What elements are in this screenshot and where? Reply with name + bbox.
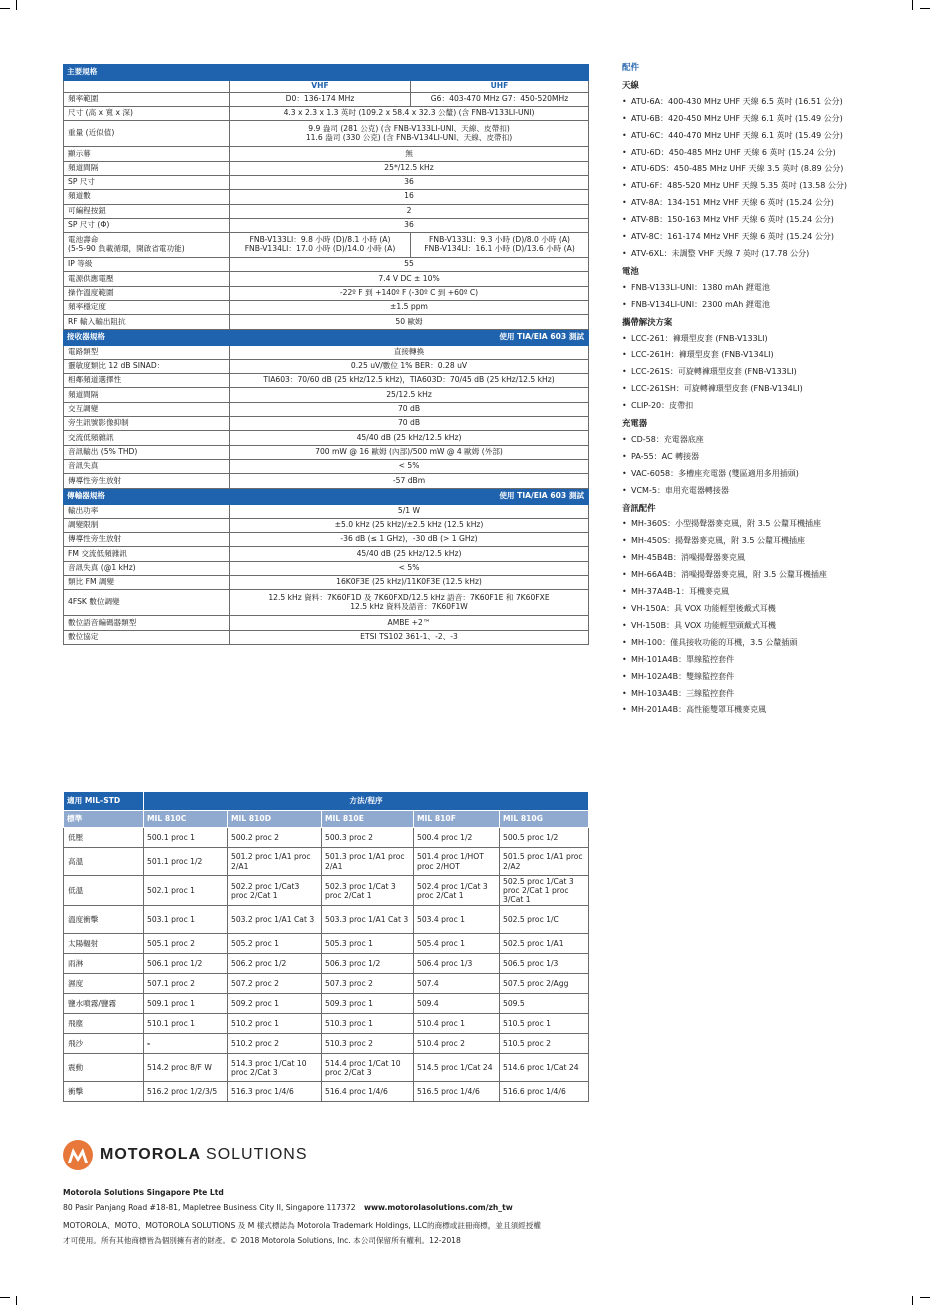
accessory-groups: [622, 77, 922, 719]
mil-cell: 506.4 proc 1/3: [414, 954, 500, 974]
row-label: 頻道間隔: [64, 161, 230, 175]
table-row: [64, 315, 589, 329]
mil-column-header: MIL 810F: [414, 811, 500, 828]
accessory-item: • LCC-261SH：可旋轉褲環型皮套 (FNB-V134LI): [622, 381, 922, 398]
table-row: [64, 431, 589, 445]
table-row: [64, 533, 589, 547]
mil-cell: 500.1 proc 1: [144, 828, 228, 848]
accessory-item: • MH-103A4B：三線監控套件: [622, 686, 922, 703]
table-row: [64, 630, 589, 644]
row-label: 音訊輸出 (5% THD): [64, 445, 230, 459]
row-value: TIA603：70/60 dB (25 kHz/12.5 kHz)，TIA603D：70/45 dB (25 kHz/12.5 kHz): [230, 374, 589, 388]
row-label: SP 尺寸: [64, 175, 230, 189]
row-label: 重量 (近似值): [64, 121, 230, 147]
mil-cell: 503.1 proc 1: [144, 906, 228, 934]
mil-row-label: 太陽輻射: [64, 934, 144, 954]
table-row: [64, 876, 589, 906]
row-label: 音訊失真 (@1 kHz): [64, 561, 230, 575]
mil-cell: 501.2 proc 1/A1 proc 2/A1: [228, 848, 322, 876]
batwing-icon: [67, 1146, 89, 1164]
mil-std-rows: [64, 828, 589, 1102]
mil-column-header: MIL 810G: [500, 811, 589, 828]
table-row: [64, 374, 589, 388]
mil-cell: 502.4 proc 1/Cat 3 proc 2/Cat 1: [414, 876, 500, 906]
accessory-item: • MH-450S：揚聲器麥克風，附 3.5 公釐耳機插座: [622, 533, 922, 550]
row-value: 16: [230, 190, 589, 204]
mil-cell: 507.4: [414, 974, 500, 994]
row-label: 靈敏度類比 12 dB SINAD：: [64, 359, 230, 373]
row-value-line: 12.5 kHz 資料：7K60F1D 及 7K60FXD/12.5 kHz 語音：7K60F1E 和 7K60FXE: [268, 593, 550, 603]
transmitter-test-note: 使用 TIA/EIA 603 測試: [230, 488, 589, 504]
row-value-line: FNB-V134LI：16.1 小時 (D)/13.6 小時 (A): [424, 244, 575, 254]
crop-mark: [920, 1297, 930, 1298]
row-value: ETSI TS102 361-1、-2、-3: [230, 630, 589, 644]
mil-cell: 510.3 proc 1: [322, 1014, 414, 1034]
mil-cell: 510.4 proc 1: [414, 1014, 500, 1034]
mil-cell: 509.2 proc 1: [228, 994, 322, 1014]
accessory-item: • MH-360S：小型揚聲器麥克風，附 3.5 公釐耳機插座: [622, 516, 922, 533]
mil-cell: 501.5 proc 1/A1 proc 2/A2: [500, 848, 589, 876]
mil-cell: 514.2 proc 8/F W: [144, 1054, 228, 1082]
table-row: [64, 954, 589, 974]
table-row: [64, 504, 589, 518]
mil-cell: 514.3 proc 1/Cat 10 proc 2/Cat 3: [228, 1054, 322, 1082]
accessories-section: [622, 60, 922, 719]
table-row: [64, 417, 589, 431]
mil-cell: 507.1 proc 2: [144, 974, 228, 994]
crop-mark: [912, 1296, 913, 1305]
row-value: -22º F 到 +140º F (-30º C 到 +60º C): [230, 286, 589, 300]
table-row: [64, 1014, 589, 1034]
row-label: 調變限制: [64, 518, 230, 532]
row-value: 5/1 W: [230, 504, 589, 518]
row-label: 顯示幕: [64, 147, 230, 161]
mil-row-label: 飛沙: [64, 1034, 144, 1054]
accessory-item: • VH-150B：具 VOX 功能輕型頭戴式耳機: [622, 618, 922, 635]
row-value: 45/40 dB (25 kHz/12.5 kHz): [230, 431, 589, 445]
row-value: ±1.5 ppm: [230, 300, 589, 314]
crop-mark: [0, 1297, 10, 1298]
row-value: < 5%: [230, 459, 589, 473]
mil-cell: 503.3 proc 1/A1 Cat 3: [322, 906, 414, 934]
accessory-item: • VAC-6058：多槽座充電器 (雙區適用多用插頭): [622, 466, 922, 483]
mil-row-label: 雨淋: [64, 954, 144, 974]
accessory-item: • ATV-8C：161-174 MHz VHF 天線 6 英吋 (15.24 公分): [622, 229, 922, 246]
accessory-item: • VCM-5：車用充電器轉接器: [622, 483, 922, 500]
mil-row-label: 高溫: [64, 848, 144, 876]
accessory-item: • LCC-261：褲環型皮套 (FNB-V133LI): [622, 331, 922, 348]
table-row: [64, 994, 589, 1014]
accessory-item: • ATU-6D：450-485 MHz UHF 天線 6 英吋 (15.24 公分): [622, 145, 922, 162]
mil-row-label: 低溫: [64, 876, 144, 906]
table-row: [64, 474, 589, 488]
receiver-test-note: 使用 TIA/EIA 603 測試: [230, 329, 589, 345]
table-row: [64, 1054, 589, 1082]
mil-cell: 509.3 proc 1: [322, 994, 414, 1014]
row-label: FM 交流低頻雜訊: [64, 547, 230, 561]
footer-address-line: [63, 1203, 513, 1212]
table-row: [64, 590, 589, 616]
table-row: [64, 934, 589, 954]
row-label: 類比 FM 調變: [64, 576, 230, 590]
table-row: [64, 561, 589, 575]
row-label: 頻道數: [64, 190, 230, 204]
row-label-line: 電池壽命: [68, 235, 99, 245]
mil-cell: 500.2 proc 2: [228, 828, 322, 848]
logo-suffix: SOLUTIONS: [206, 1146, 308, 1163]
receiver-specs-title: 接收器規格: [64, 329, 230, 345]
table-row: [64, 388, 589, 402]
mil-cell: 510.3 proc 2: [322, 1034, 414, 1054]
accessories-title: 配件: [622, 63, 640, 73]
row-label: IP 等級: [64, 258, 230, 272]
row-value: 45/40 dB (25 kHz/12.5 kHz): [230, 547, 589, 561]
accessory-item: • MH-100：僅具接收功能的耳機，3.5 公釐插頭: [622, 635, 922, 652]
row-value: 無: [230, 147, 589, 161]
mil-cell: 509.5: [500, 994, 589, 1014]
row-value-vhf: [230, 233, 411, 258]
table-row: [64, 518, 589, 532]
row-label: 旁生訊號影像抑制: [64, 417, 230, 431]
method-title: 方法/程序: [144, 792, 589, 811]
col-uhf: UHF: [411, 81, 589, 93]
accessory-item: • MH-66A4B：消噪揚聲器麥克風，附 3.5 公釐耳機插座: [622, 567, 922, 584]
transmitter-rows: [64, 504, 589, 644]
row-label: 尺寸 (高 x 寬 x 深): [64, 107, 230, 121]
table-row: [64, 147, 589, 161]
mil-cell: 514.6 proc 1/Cat 24: [500, 1054, 589, 1082]
mil-cell: 500.3 proc 2: [322, 828, 414, 848]
mil-cell: -: [144, 1034, 228, 1054]
crop-mark: [16, 0, 17, 10]
row-value: < 5%: [230, 561, 589, 575]
mil-cell: 506.3 proc 1/2: [322, 954, 414, 974]
mil-cell: 510.4 proc 2: [414, 1034, 500, 1054]
row-value: [230, 121, 589, 147]
row-value: -36 dB (≤ 1 GHz)，-30 dB (> 1 GHz): [230, 533, 589, 547]
accessory-item: • MH-201A4B：高性能雙罩耳機麥克風: [622, 702, 922, 719]
mil-cell: 502.5 proc 1/Cat 3 proc 2/Cat 1 proc 3/Cat 1: [500, 876, 589, 906]
mil-cell: 501.1 proc 1/2: [144, 848, 228, 876]
accessory-item: • FNB-V133LI-UNI：1380 mAh 鋰電池: [622, 280, 922, 297]
accessory-item: • ATU-6DS：450-485 MHz UHF 天線 3.5 英吋 (8.89 公分): [622, 161, 922, 178]
mil-cell: 503.2 proc 1/A1 Cat 3: [228, 906, 322, 934]
row-value: -57 dBm: [230, 474, 589, 488]
mil-cell: 514.4 proc 1/Cat 10 proc 2/Cat 3: [322, 1054, 414, 1082]
table-row: [64, 107, 589, 121]
mil-cell: 516.3 proc 1/4/6: [228, 1082, 322, 1102]
mil-row-label: 濕度: [64, 974, 144, 994]
mil-cell: 502.1 proc 1: [144, 876, 228, 906]
mil-cell: 500.4 proc 1/2: [414, 828, 500, 848]
mil-cell: 502.3 proc 1/Cat 3 proc 2/Cat 1: [322, 876, 414, 906]
row-value-vhf: D0：136-174 MHz: [230, 92, 411, 106]
table-row: [64, 445, 589, 459]
footer-website-link[interactable]: www.motorolasolutions.com/zh_tw: [363, 1203, 513, 1212]
mil-cell: 509.1 proc 1: [144, 994, 228, 1014]
footer-legal-2: 才可使用。所有其他商標皆為個別擁有者的財產。© 2018 Motorola Solutions, Inc. 本公司保留所有權利。12-2018: [63, 1236, 461, 1245]
mil-row-label: 鹽水噴霧/鹽霧: [64, 994, 144, 1014]
mil-cell: 500.5 proc 1/2: [500, 828, 589, 848]
mil-std-title: 適用 MIL-STD: [64, 792, 144, 811]
row-label: 輸出功率: [64, 504, 230, 518]
mil-cell: 510.5 proc 2: [500, 1034, 589, 1054]
mil-row-label: 衝擊: [64, 1082, 144, 1102]
table-row: [64, 204, 589, 218]
row-label-line: (5-5-90 負載循環，開啟省電功能): [68, 244, 185, 254]
mil-row-label: 低壓: [64, 828, 144, 848]
row-value: ±5.0 kHz (25 kHz)/±2.5 kHz (12.5 kHz): [230, 518, 589, 532]
row-value-line: FNB-V134LI：17.0 小時 (D)/14.0 小時 (A): [244, 244, 396, 254]
table-row: [64, 359, 589, 373]
mil-std-table: [63, 791, 589, 1102]
spec-table: [63, 64, 589, 645]
row-value-uhf: [411, 233, 589, 258]
row-value: 700 mW @ 16 歐姆 (內部)/500 mW @ 4 歐姆 (外部): [230, 445, 589, 459]
table-row: [64, 233, 589, 258]
row-value: 0.25 uV/數位 1% BER：0.28 uV: [230, 359, 589, 373]
table-row: [64, 402, 589, 416]
row-label: 交互調變: [64, 402, 230, 416]
row-value: 55: [230, 258, 589, 272]
row-value: 50 歐姆: [230, 315, 589, 329]
motorola-solutions-logo: [63, 1138, 308, 1172]
table-row: [64, 974, 589, 994]
accessory-category: 電池: [622, 265, 639, 276]
accessory-item: • PA-55：AC 轉接器: [622, 449, 922, 466]
accessory-item: • VH-150A：具 VOX 功能輕型後戴式耳機: [622, 601, 922, 618]
mil-column-header: MIL 810D: [228, 811, 322, 828]
accessory-category: 攜帶解決方案: [622, 316, 673, 327]
accessory-item: • ATV-8A：134-151 MHz VHF 天線 6 英吋 (15.24 公分): [622, 195, 922, 212]
mil-cell: 502.5 proc 1/A1: [500, 934, 589, 954]
table-row: [64, 121, 589, 147]
mil-cell: 502.2 proc 1/Cat3 proc 2/Cat 1: [228, 876, 322, 906]
accessory-item: • ATU-6C：440-470 MHz UHF 天線 6.1 英吋 (15.49 公分): [622, 128, 922, 145]
table-row: [64, 828, 589, 848]
mil-cell: 507.5 proc 2/Agg: [500, 974, 589, 994]
row-label: 電源供應電壓: [64, 272, 230, 286]
mil-cell: 516.4 proc 1/4/6: [322, 1082, 414, 1102]
mil-cell: 505.1 proc 2: [144, 934, 228, 954]
table-row: [64, 161, 589, 175]
table-row: [64, 547, 589, 561]
row-value: 2: [230, 204, 589, 218]
accessory-item: • LCC-261S：可旋轉褲環型皮套 (FNB-V133LI): [622, 364, 922, 381]
mil-cell: 510.2 proc 2: [228, 1034, 322, 1054]
accessory-item: • ATU-6A：400-430 MHz UHF 天線 6.5 英吋 (16.51 公分): [622, 94, 922, 111]
accessory-item: • ATV-8B：150-163 MHz VHF 天線 6 英吋 (15.24 公分): [622, 212, 922, 229]
crop-mark: [0, 8, 10, 9]
row-value: 70 dB: [230, 417, 589, 431]
col-vhf: VHF: [230, 81, 411, 93]
accessory-category: 天線: [622, 79, 639, 90]
row-label: 音訊失真: [64, 459, 230, 473]
row-label: 數位協定: [64, 630, 230, 644]
mil-cell: 505.4 proc 1: [414, 934, 500, 954]
accessory-item: • MH-102A4B：雙線監控套件: [622, 669, 922, 686]
accessory-category: 音訊配件: [622, 502, 656, 513]
table-row: [64, 92, 589, 106]
row-value: 36: [230, 175, 589, 189]
row-value: 36: [230, 218, 589, 232]
mil-cell: 509.4: [414, 994, 500, 1014]
accessory-item: • CD-58：充電器底座: [622, 432, 922, 449]
mil-cell: 505.2 proc 1: [228, 934, 322, 954]
row-value: 4.3 x 2.3 x 1.3 英吋 (109.2 x 58.4 x 32.3 公釐) (含 FNB-V133LI-UNI): [230, 107, 589, 121]
accessory-category: 充電器: [622, 418, 648, 429]
mil-cell: 506.1 proc 1/2: [144, 954, 228, 974]
receiver-specs-header: [64, 329, 589, 345]
mil-column-header: MIL 810E: [322, 811, 414, 828]
mil-std-title-row: [64, 792, 589, 811]
table-row: [64, 459, 589, 473]
table-row: [64, 175, 589, 189]
row-value: [230, 590, 589, 616]
row-label: 可編程按鈕: [64, 204, 230, 218]
mil-row-label: 溫度衝擊: [64, 906, 144, 934]
mil-cell: 502.5 proc 1/C: [500, 906, 589, 934]
row-value-line: 9.9 盎司 (281 公克) (含 FNB-V133LI-UNI、天線、皮帶扣): [308, 124, 510, 134]
mil-cell: 510.2 proc 1: [228, 1014, 322, 1034]
row-value: 25/12.5 kHz: [230, 388, 589, 402]
logo-brand: MOTOROLA: [100, 1146, 202, 1163]
row-label: 操作溫度範圍: [64, 286, 230, 300]
row-value: 16K0F3E (25 kHz)/11K0F3E (12.5 kHz): [230, 576, 589, 590]
accessory-item: • MH-101A4B：單線監控套件: [622, 652, 922, 669]
crop-mark: [920, 8, 930, 9]
row-label: [64, 233, 230, 258]
row-value: 直接轉換: [230, 345, 589, 359]
footer-legal-1: MOTOROLA、MOTO、MOTOROLA SOLUTIONS 及 M 樣式標誌為 Motorola Trademark Holdings, LLC的商標或註冊商標，並且須經授權: [63, 1221, 541, 1230]
row-value-line: 12.5 kHz 資料及語音：7K60F1W: [350, 601, 468, 611]
footer-address: 80 Pasir Panjang Road #18-81, Mapletree Business City II, Singapore 117372: [63, 1203, 356, 1212]
receiver-rows: [64, 345, 589, 488]
table-row: [64, 1034, 589, 1054]
mil-cell: 516.5 proc 1/4/6: [414, 1082, 500, 1102]
row-value: 25*/12.5 kHz: [230, 161, 589, 175]
table-row: [64, 218, 589, 232]
row-label: 數位語音編碼器類型: [64, 616, 230, 630]
accessory-item: • FNB-V134LI-UNI：2300 mAh 鋰電池: [622, 297, 922, 314]
accessory-item: • ATU-6B：420-450 MHz UHF 天線 6.1 英吋 (15.49 公分): [622, 111, 922, 128]
mil-column-header: MIL 810C: [144, 811, 228, 828]
transmitter-specs-title: 傳輸器規格: [64, 488, 230, 504]
table-row: [64, 190, 589, 204]
row-value-line: 11.6 盎司 (330 公克) (含 FNB-V134LI-UNI、天線、皮帶扣): [305, 132, 513, 142]
table-row: [64, 300, 589, 314]
mil-cell: 503.4 proc 1: [414, 906, 500, 934]
row-label: 傳導性旁生放射: [64, 533, 230, 547]
mil-cell: 514.5 proc 1/Cat 24: [414, 1054, 500, 1082]
crop-mark: [16, 1296, 17, 1305]
row-label: 頻率範圍: [64, 92, 230, 106]
mil-cell: 506.2 proc 1/2: [228, 954, 322, 974]
table-row: [64, 286, 589, 300]
mil-row-label: 飛塵: [64, 1014, 144, 1034]
transmitter-specs-header: [64, 488, 589, 504]
main-specs-title: 主要規格: [64, 65, 589, 81]
standard-label: 標準: [64, 811, 144, 828]
accessory-item: • ATU-6F：485-520 MHz UHF 天線 5.35 英吋 (13.58 公分): [622, 178, 922, 195]
mil-row-label: 震動: [64, 1054, 144, 1082]
main-specs-header: [64, 65, 589, 81]
mil-cell: 516.2 proc 1/2/3/5: [144, 1082, 228, 1102]
accessory-item: • MH-45B4B：消噪揚聲器麥克風: [622, 550, 922, 567]
row-label: 傳導性旁生放射: [64, 474, 230, 488]
table-row: [64, 906, 589, 934]
row-label: RF 輸入輸出阻抗: [64, 315, 230, 329]
mil-cell: 501.4 proc 1/HOT proc 2/HOT: [414, 848, 500, 876]
row-value: 7.4 V DC ± 10%: [230, 272, 589, 286]
table-row: [64, 345, 589, 359]
table-row: [64, 272, 589, 286]
table-row: [64, 848, 589, 876]
band-header-row: [64, 81, 589, 93]
table-row: [64, 616, 589, 630]
mil-cell: 510.1 proc 1: [144, 1014, 228, 1034]
mil-std-column-row: [64, 811, 589, 828]
accessory-item: • MH-37A4B-1：耳機麥克風: [622, 584, 922, 601]
table-row: [64, 1082, 589, 1102]
table-row: [64, 258, 589, 272]
row-label: 相鄰頻道選擇性: [64, 374, 230, 388]
row-label: 交流低頻雜訊: [64, 431, 230, 445]
row-value-uhf: G6：403-470 MHz G7：450-520MHz: [411, 92, 589, 106]
row-label: SP 尺寸 (Φ): [64, 218, 230, 232]
crop-mark: [912, 0, 913, 10]
row-value: AMBE +2™: [230, 616, 589, 630]
table-row: [64, 576, 589, 590]
mil-cell: 501.3 proc 1/A1 proc 2/A1: [322, 848, 414, 876]
row-value: 70 dB: [230, 402, 589, 416]
motorola-m-logo-icon: [63, 1140, 93, 1170]
row-value-line: FNB-V133LI：9.8 小時 (D)/8.1 小時 (A): [249, 235, 391, 245]
mil-cell: 510.5 proc 1: [500, 1014, 589, 1034]
blank-cell: [64, 81, 230, 93]
mil-cell: 506.5 proc 1/3: [500, 954, 589, 974]
mil-cell: 507.3 proc 2: [322, 974, 414, 994]
accessory-item: • ATV-6XL：未調整 VHF 天線 7 英吋 (17.78 公分): [622, 246, 922, 263]
row-label: 頻道間隔: [64, 388, 230, 402]
mil-cell: 507.2 proc 2: [228, 974, 322, 994]
mil-cell: 505.3 proc 1: [322, 934, 414, 954]
row-label: 頻率穩定度: [64, 300, 230, 314]
accessory-item: • CLIP-20：皮帶扣: [622, 398, 922, 415]
row-label: 4FSK 數位調變: [64, 590, 230, 616]
row-label: 電路類型: [64, 345, 230, 359]
footer-company: Motorola Solutions Singapore Pte Ltd: [63, 1188, 224, 1197]
mil-cell: 516.6 proc 1/4/6: [500, 1082, 589, 1102]
row-value-line: FNB-V133LI：9.3 小時 (D)/8.0 小時 (A): [429, 235, 570, 245]
accessory-item: • LCC-261H：褲環型皮套 (FNB-V134LI): [622, 347, 922, 364]
